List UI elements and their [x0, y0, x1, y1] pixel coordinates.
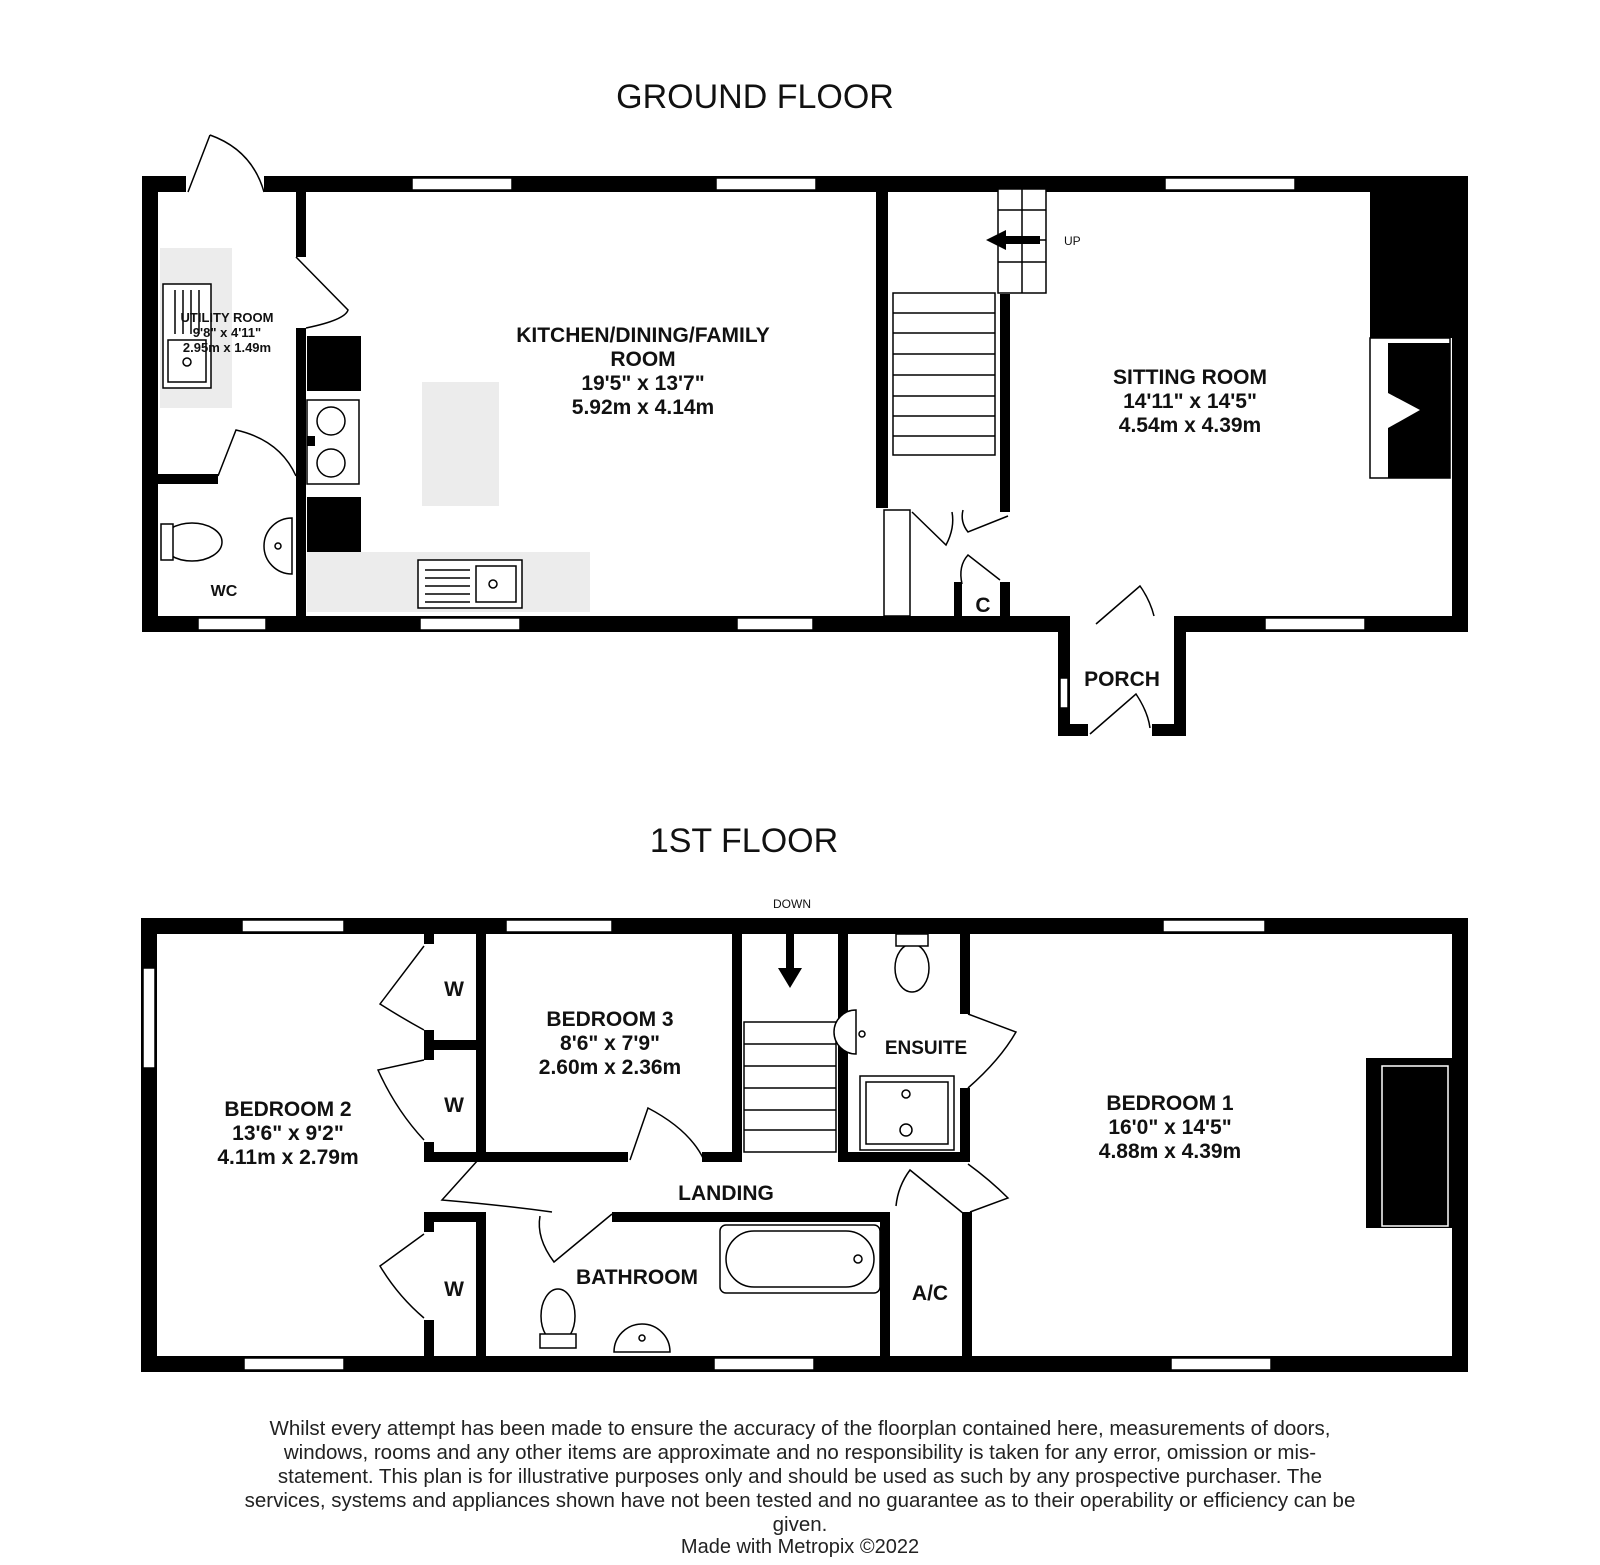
first-floor-title: 1ST FLOOR: [649, 822, 839, 860]
ground-floor-title: GROUND FLOOR: [616, 78, 894, 116]
wall: [1452, 176, 1468, 632]
wall: [876, 176, 888, 508]
wall: [1152, 724, 1186, 736]
utility-door: [296, 257, 348, 328]
window: [244, 1358, 344, 1370]
bedroom2-metric: 4.11m x 2.79m: [217, 1146, 359, 1169]
wall: [424, 1320, 434, 1356]
hob-knob: [307, 436, 315, 446]
landing-label: LANDING: [678, 1182, 774, 1205]
bedroom3-door: [630, 1108, 704, 1160]
sitting-room-metric: 4.54m x 4.39m: [1118, 414, 1262, 437]
kitchen-sink: [418, 560, 522, 608]
utility-room-imperial: 9'8" x 4'11": [192, 325, 262, 340]
wardrobe-label: W: [444, 1278, 464, 1301]
wall: [962, 1212, 972, 1356]
wall: [1174, 616, 1186, 736]
wall: [954, 582, 962, 618]
bedroom1-label: BEDROOM 1: [1106, 1092, 1234, 1115]
first-floor-plan: [141, 897, 1468, 1372]
bathroom-label: BATHROOM: [575, 1266, 699, 1289]
wall: [424, 1212, 434, 1232]
stairs-down-label: DOWN: [773, 897, 811, 911]
window: [420, 618, 520, 630]
bedroom1-imperial: 16'0" x 14'5": [1108, 1116, 1232, 1139]
bedroom2-label: BEDROOM 2: [224, 1098, 352, 1121]
kitchen-island: [422, 382, 499, 506]
cupboard-c-door: [961, 555, 1000, 584]
wardrobe-label: W: [444, 978, 464, 1001]
bedroom3-imperial: 8'6" x 7'9": [560, 1032, 660, 1055]
wardrobe-label: W: [444, 1094, 464, 1117]
wall: [1000, 582, 1010, 618]
cupboard-door: [912, 512, 953, 545]
kitchen-imperial: 19'5" x 13'7": [581, 372, 705, 395]
kitchen-unit: [307, 336, 361, 391]
utility-room-metric: 2.95m x 1.49m: [182, 340, 272, 355]
disclaimer-text: Whilst every attempt has been made to ensure the accuracy of the floorplan contained here, measurements of doors, windows, rooms and any other items are approximate and no responsibility is taken for any error, omission or mis-statement. This plan is for illustrative purposes only and should be used as such by any prospective purchaser. The services, systems and appliances shown have not been tested and no guarantee as to their operability or efficiency can be given.: [244, 1417, 1356, 1536]
wall: [424, 1040, 486, 1050]
wall: [838, 1152, 966, 1162]
bathroom-door: [539, 1214, 612, 1262]
window: [714, 1358, 814, 1370]
wall: [142, 176, 158, 632]
wc-label: WC: [210, 583, 238, 600]
credit-text: Made with Metropix ©2022: [680, 1536, 920, 1558]
ensuite-basin: [834, 1010, 856, 1054]
kitchen-label: KITCHEN/DINING/FAMILY: [516, 324, 770, 347]
bedroom2-imperial: 13'6" x 9'2": [232, 1122, 344, 1145]
external-door: [188, 135, 264, 192]
fireplace-hearth: [1388, 343, 1450, 393]
stairs-up-label: UP: [1064, 234, 1081, 248]
wall: [424, 1152, 478, 1162]
bedroom1-metric: 4.88m x 4.39m: [1098, 1140, 1242, 1163]
kitchen-metric: 5.92m x 4.14m: [571, 396, 715, 419]
window: [143, 968, 155, 1068]
wall: [1000, 294, 1010, 512]
wall: [486, 1152, 628, 1162]
window: [1060, 678, 1068, 708]
wall: [158, 474, 218, 484]
window: [198, 618, 266, 630]
airing-cupboard-label: A/C: [911, 1282, 949, 1305]
fireplace-hearth: [1388, 428, 1450, 478]
kitchen-unit: [307, 497, 361, 552]
wardrobe-door: [380, 946, 424, 1030]
shower-tray: [860, 1076, 954, 1150]
porch-label: PORCH: [1084, 668, 1160, 691]
wall: [424, 934, 434, 944]
wc-door: [218, 430, 296, 476]
window: [1163, 920, 1265, 932]
wall: [960, 1088, 970, 1162]
wardrobe-door: [378, 1060, 424, 1140]
wc-basin: [264, 518, 292, 574]
bedroom3-metric: 2.60m x 2.36m: [538, 1056, 682, 1079]
kitchen-label-line2: ROOM: [610, 348, 676, 371]
wall: [142, 616, 1067, 632]
wall: [1058, 724, 1088, 736]
toilet-cistern: [161, 524, 173, 560]
wall: [732, 934, 742, 1162]
hall-door: [962, 510, 1008, 532]
utility-room-label: UTILITY ROOM: [180, 310, 274, 325]
window: [1265, 618, 1365, 630]
ground-floor-plan: [142, 135, 1468, 736]
under-stairs-panel: [884, 510, 910, 616]
bath: [720, 1225, 880, 1293]
cupboard-label: C: [975, 594, 991, 617]
wall: [612, 1212, 890, 1222]
wall: [880, 1212, 890, 1356]
window: [1171, 1358, 1271, 1370]
chimney-breast: [1366, 1058, 1452, 1228]
bedroom1-door: [968, 1164, 1008, 1212]
wall: [476, 1212, 486, 1356]
basin-drain: [859, 1031, 865, 1037]
window: [412, 178, 512, 190]
sitting-room-imperial: 14'11" x 14'5": [1123, 390, 1257, 413]
window: [1165, 178, 1295, 190]
ensuite-label: ENSUITE: [884, 1038, 968, 1059]
toilet-cistern: [896, 934, 928, 946]
ensuite-door: [968, 1014, 1016, 1088]
wall: [1058, 616, 1070, 736]
window: [716, 178, 816, 190]
wall: [1452, 918, 1468, 1372]
window: [737, 618, 813, 630]
bedroom2-door: [442, 1160, 552, 1212]
porch-front-door: [1090, 694, 1150, 734]
wall: [296, 328, 306, 616]
toilet-cistern: [540, 1334, 576, 1348]
wardrobe-door: [380, 1234, 424, 1318]
bedroom3-label: BEDROOM 3: [546, 1008, 674, 1031]
stairs-lower: [893, 293, 995, 455]
window: [506, 920, 612, 932]
window: [242, 920, 344, 932]
airing-cupboard-door: [896, 1170, 964, 1214]
bathroom-basin: [614, 1324, 670, 1352]
sitting-room-label: SITTING ROOM: [1113, 366, 1267, 389]
stairs-down: [744, 1022, 836, 1152]
porch-inner-door: [1096, 586, 1154, 624]
wall: [296, 192, 306, 257]
chimney-breast: [1370, 192, 1452, 338]
stairs-down-arrow: [778, 934, 802, 988]
ensuite-toilet: [895, 944, 929, 992]
wall: [960, 934, 970, 1014]
